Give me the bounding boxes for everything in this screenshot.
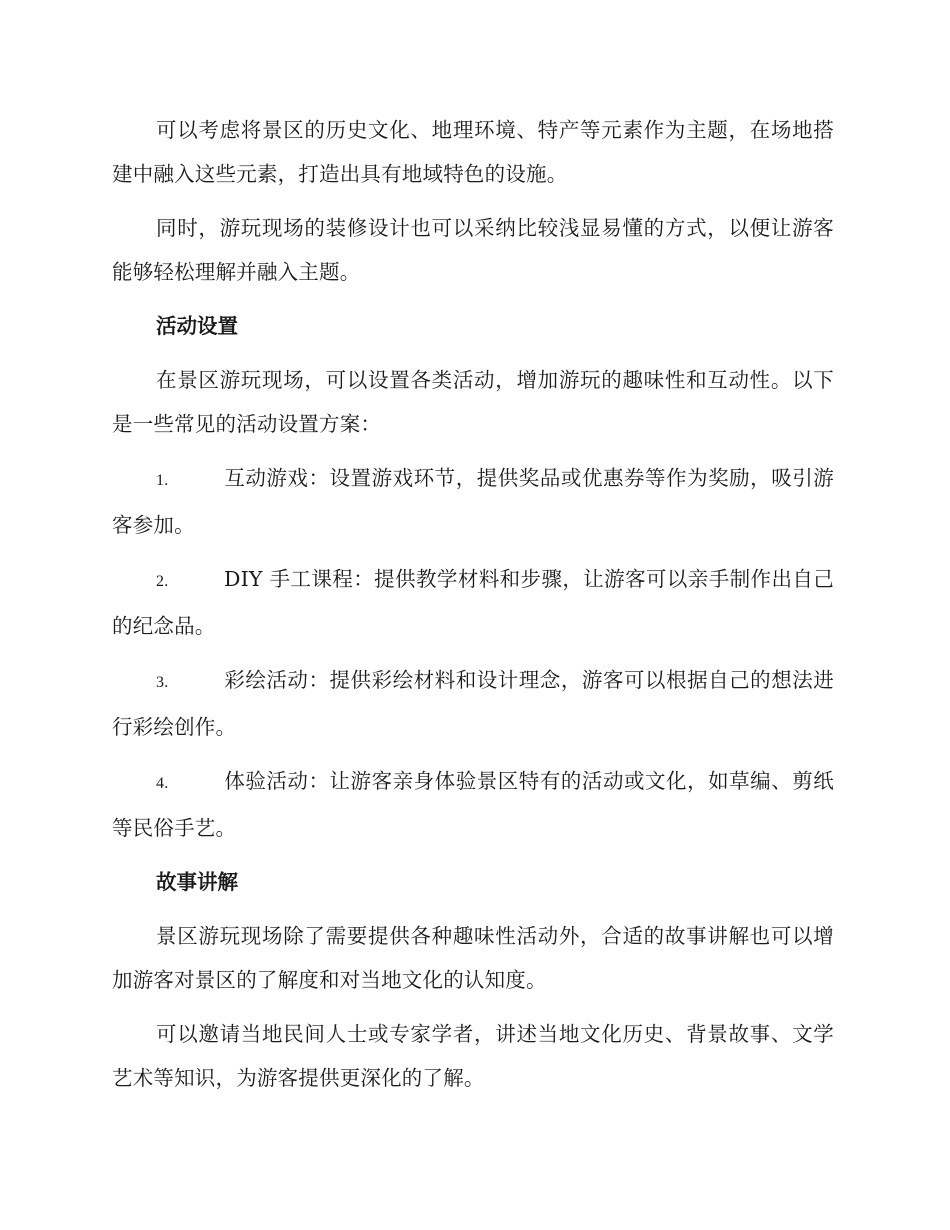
list-number: 4. <box>156 775 169 792</box>
list-item <box>112 759 834 850</box>
list-number: 1. <box>156 472 169 489</box>
document-body <box>112 108 834 1110</box>
list-item-text: 彩绘活动：提供彩绘材料和设计理念，游客可以根据自己的想法进行彩绘创作。 <box>112 668 834 739</box>
paragraph-storytelling-experts: 可以邀请当地民间人士或专家学者，讲述当地文化历史、背景故事、文学艺术等知识，为游客提供更深化的了解。 <box>112 1022 834 1090</box>
section-heading-activities: 活动设置 <box>156 314 238 338</box>
paragraph-theme-elements: 可以考虑将景区的历史文化、地理环境、特产等元素作为主题，在场地搭建中融入这些元素，打造出具有地域特色的设施。 <box>112 118 834 186</box>
list-number: 2. <box>156 573 169 590</box>
list-item <box>112 658 834 749</box>
list-item-text: 体验活动：让游客亲身体验景区特有的活动或文化，如草编、剪纸等民俗手艺。 <box>112 769 834 840</box>
paragraph-storytelling-intro: 景区游玩现场除了需要提供各种趣味性活动外，合适的故事讲解也可以增加游客对景区的了解度和对当地文化的认知度。 <box>112 924 834 992</box>
paragraph-decoration-design: 同时，游玩现场的装修设计也可以采纳比较浅显易懂的方式，以便让游客能够轻松理解并融入主题。 <box>112 216 834 284</box>
section-heading-storytelling: 故事讲解 <box>156 870 238 894</box>
list-item-text: 互动游戏：设置游戏环节，提供奖品或优惠券等作为奖励，吸引游客参加。 <box>112 466 834 537</box>
list-item <box>112 456 834 547</box>
list-item <box>112 557 834 648</box>
list-number: 3. <box>156 674 169 691</box>
list-item-text: DIY 手工课程：提供教学材料和步骤，让游客可以亲手制作出自己的纪念品。 <box>112 567 834 638</box>
paragraph-activities-intro: 在景区游玩现场，可以设置各类活动，增加游玩的趣味性和互动性。以下是一些常见的活动设置方案： <box>112 368 834 436</box>
